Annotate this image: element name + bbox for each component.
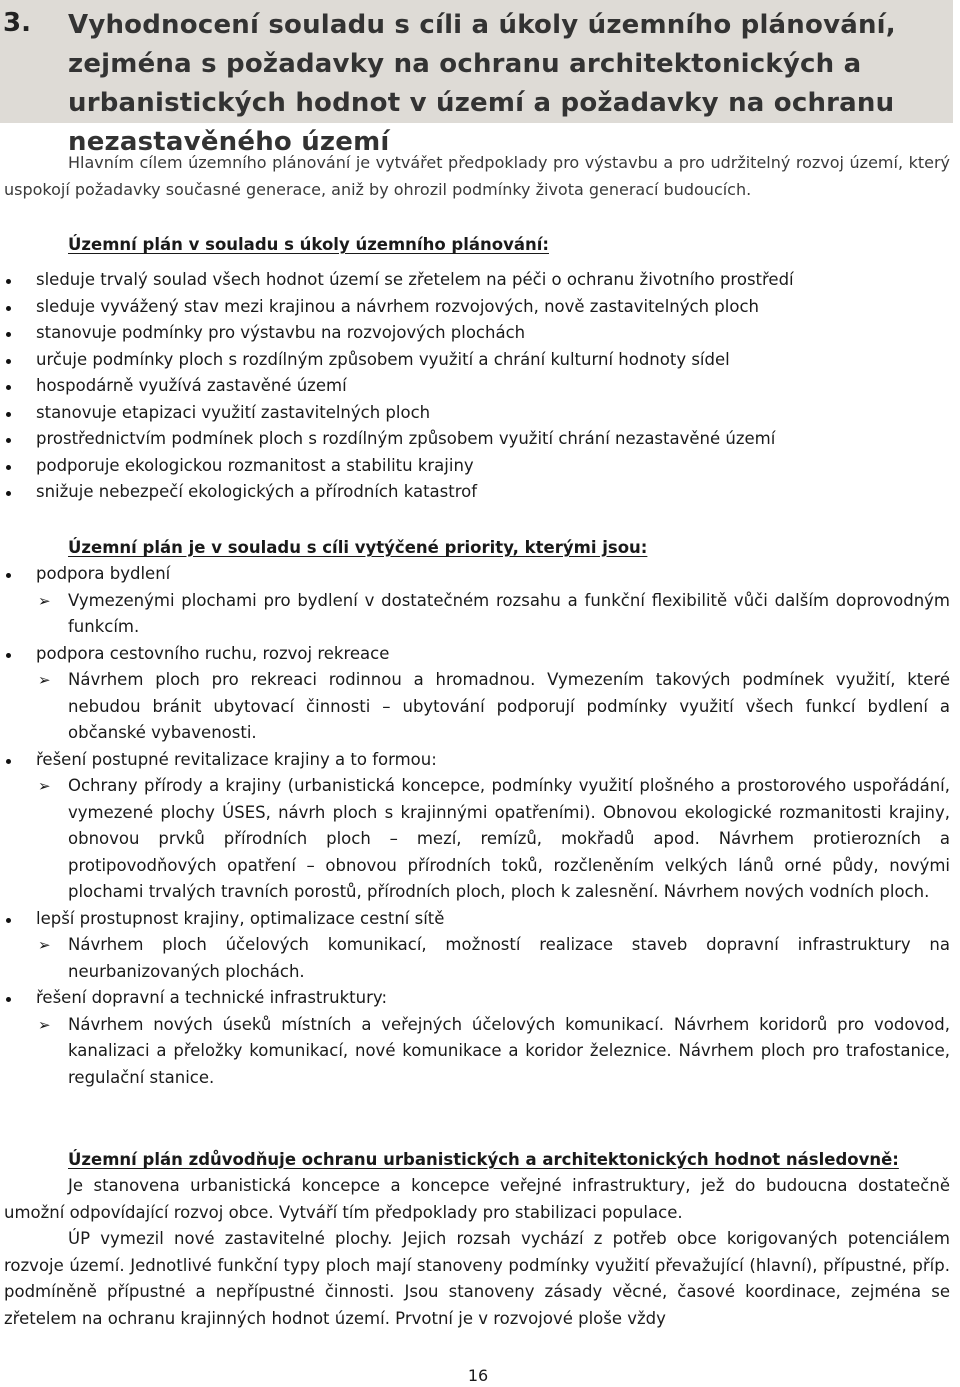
section2-title: Územní plán je v souladu s cíli vytýčené priority, kterými jsou: — [68, 538, 648, 557]
section1-title: Územní plán v souladu s úkoly územního plánování: — [68, 235, 549, 254]
sub-list-item: ➢ Návrhem nových úseků místních a veřejných účelových komunikací. Návrhem koridorů pro vodovod, kanalizaci a přeložky komunikací, nové komunikace a koridor železnice. Návrhem ploch pro trafostanice, regulační stanice. — [0, 1012, 950, 1092]
section1-list — [0, 267, 950, 506]
body-paragraph: ÚP vymezil nové zastavitelné plochy. Jejich rozsah vychází z potřeb obce korigovaných potenciálem rozvoje území. Jednotlivé funkční typy ploch mají stanoveny podmínky využití převažující (hlavní), přípustné, příp. podmíněně přípustné a nepřípustné činnosti. Jsou stanoveny zásady věcné, časové koordinace, zejména se zřetelem na ochranu krajinných hodnot území. Prvotní je v rozvojové ploše vždy — [4, 1229, 950, 1328]
list-item: stanovuje podmínky pro výstavbu na rozvojových plochách — [0, 320, 950, 347]
sub-list-item: ➢ Vymezenými plochami pro bydlení v dostatečném rozsahu a funkční flexibilitě vůči dalším doprovodným funkcím. — [0, 588, 950, 641]
page-number: 16 — [467, 1366, 489, 1385]
bullet-icon — [6, 918, 11, 923]
sub-list-item: ➢ Ochrany přírody a krajiny (urbanistická koncepce, podmínky využití plošného a prostorového uspořádání, vymezené plochy ÚSES, návrh ploch s krajinnými opatřeními). Obnovou ekologické rozmanitosti krajiny, obnovou prvků přírodních ploch – mezí, remízů, mokřadů apod. Návrhem protierozních a protipovodňových opatření – obnovou přírodních toků, rozčleněním velkých lánů orné půdy, novými plochami trvalých travních porostů, přírodních ploch, ploch k zalesnění. Návrhem nových vodních ploch. — [0, 773, 950, 906]
list-item: sleduje vyvážený stav mezi krajinou a návrhem rozvojových, nově zastavitelných ploch — [0, 294, 950, 321]
arrow-bullet-icon: ➢ — [38, 777, 51, 795]
sub-list-item: ➢ Návrhem ploch pro rekreaci rodinnou a hromadnou. Vymezením takových podmínek využití, které nebudou bránit ubytovací činnosti – ubytování podporují podmínky využití všech funkcí bydlení a občanské vybavenosti. — [0, 667, 950, 747]
bullet-icon — [6, 385, 11, 390]
heading-number: 3. — [3, 8, 31, 38]
bullet-icon — [6, 491, 11, 496]
sub-list-item: ➢ Návrhem ploch účelových komunikací, možností realizace staveb dopravní infrastruktury na neurbanizovaných plochách. — [0, 932, 950, 985]
list-item: stanovuje etapizaci využití zastavitelných ploch — [0, 400, 950, 427]
bullet-icon — [6, 359, 11, 364]
arrow-bullet-icon: ➢ — [38, 591, 51, 610]
list-item: řešení postupné revitalizace krajiny a to formou: — [0, 747, 950, 774]
bullet-icon — [6, 332, 11, 337]
arrow-bullet-icon: ➢ — [38, 671, 51, 689]
arrow-bullet-icon: ➢ — [38, 1015, 51, 1034]
list-item: prostřednictvím podmínek ploch s rozdílným způsobem využití chrání nezastavěné území — [0, 426, 950, 453]
body-paragraph: Je stanovena urbanistická koncepce a koncepce veřejné infrastruktury, jež do budoucna dostatečně umožní odpovídající rozvoj obce. Vytváří tím předpoklady pro stabilizaci populace. — [4, 1176, 950, 1222]
bullet-icon — [6, 306, 11, 311]
section3-title: Územní plán zdůvodňuje ochranu urbanistických a architektonických hodnot následovně: — [68, 1150, 899, 1169]
list-item: hospodárně využívá zastavěné území — [0, 373, 950, 400]
list-item: podpora cestovního ruchu, rozvoj rekreace — [0, 641, 950, 668]
list-item: sleduje trvalý soulad všech hodnot území se zřetelem na péči o ochranu životního prostředí — [0, 267, 950, 294]
heading-band — [0, 0, 953, 157]
list-item: podporuje ekologickou rozmanitost a stabilitu krajiny — [0, 453, 950, 480]
intro-paragraph: Hlavním cílem územního plánování je vytvářet předpoklady pro výstavbu a pro udržitelný rozvoj území, který uspokojí požadavky současné generace, aniž by ohrozil podmínky života generací budoucích. — [4, 153, 950, 199]
heading-title: Vyhodnocení souladu s cíli a úkoly územního plánování, zejména s požadavky na ochranu architektonických a urbanistických hodnot v území a požadavky na ochranu nezastavěného území — [68, 10, 896, 157]
list-item: podpora bydlení — [0, 561, 950, 588]
list-item: řešení dopravní a technické infrastruktury: — [0, 985, 950, 1012]
section3-body — [4, 1173, 950, 1332]
bullet-icon — [6, 465, 11, 470]
list-item: snižuje nebezpečí ekologických a přírodních katastrof — [0, 479, 950, 506]
arrow-bullet-icon: ➢ — [38, 936, 51, 954]
bullet-icon — [6, 573, 11, 578]
bullet-icon — [6, 759, 11, 764]
bullet-icon — [6, 997, 11, 1002]
bullet-icon — [6, 279, 11, 284]
bullet-icon — [6, 653, 11, 658]
bullet-icon — [6, 412, 11, 417]
section2-list — [0, 561, 950, 1091]
bullet-icon — [6, 438, 11, 443]
list-item: určuje podmínky ploch s rozdílným způsobem využití a chrání kulturní hodnoty sídel — [0, 347, 950, 374]
list-item: lepší prostupnost krajiny, optimalizace cestní sítě — [0, 906, 950, 933]
